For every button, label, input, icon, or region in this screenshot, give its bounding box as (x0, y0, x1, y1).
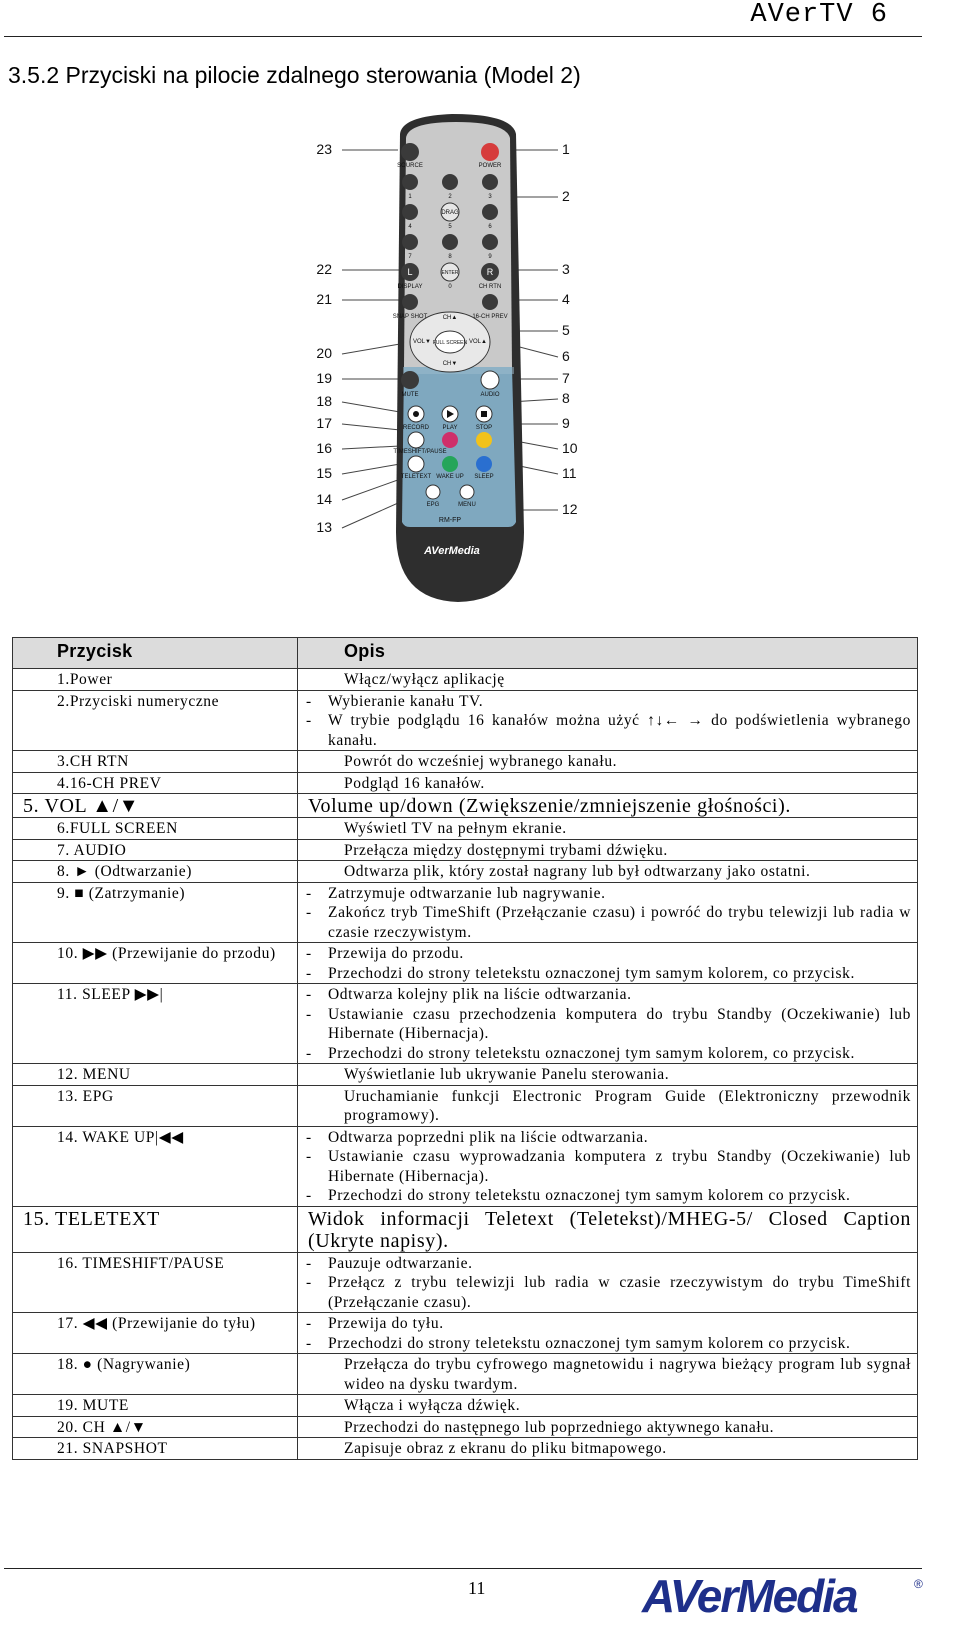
svg-text:MUTE: MUTE (401, 392, 419, 398)
table-row (13, 669, 918, 691)
callout-number-11: 11 (562, 465, 577, 481)
description-cell (298, 882, 918, 943)
svg-text:®: ® (914, 1577, 923, 1591)
description-list-item: - Przełącz z trybu telewizji lub radia w czasie rzeczywistym do trybu TimeShift (Przełączanie czasu). (306, 1274, 911, 1311)
description-cell: Wyświetlanie lub ukrywanie Panelu sterowania. (298, 1064, 918, 1086)
callout-number-10: 10 (562, 440, 578, 456)
button-name-cell: 21. SNAPSHOT (13, 1438, 298, 1460)
svg-text:5: 5 (448, 224, 452, 230)
svg-text:WAKE UP: WAKE UP (436, 474, 464, 480)
description-cell: Włącz/wyłącz aplikację (298, 669, 918, 691)
callout-number-6: 6 (562, 348, 570, 364)
button-name-cell: 10. ▶▶ (Przewijanie do przodu) (13, 943, 298, 984)
button-name-cell: 12. MENU (13, 1064, 298, 1086)
description-list-item: - Zatrzymuje odtwarzanie lub nagrywanie. (306, 884, 606, 902)
callout-number-7: 7 (562, 370, 570, 386)
button-name-cell: 18. ● (Nagrywanie) (13, 1354, 298, 1395)
button-name-cell: 1.Power (13, 669, 298, 691)
description-list-item: - Przechodzi do strony teletekstu oznaczonej tym samym kolorem, co przycisk. (306, 964, 855, 982)
callout-number-14: 14 (316, 491, 332, 507)
svg-text:L: L (407, 267, 413, 277)
callout-number-18: 18 (316, 393, 332, 409)
svg-text:R: R (486, 267, 494, 277)
svg-text:RM-FP: RM-FP (438, 517, 462, 524)
description-list-item: - Ustawianie czasu wyprowadzania komputera z trybu Standby (Oczekiwanie) lub Hibernate (Hibernacja). (306, 1148, 911, 1185)
table-row (13, 1252, 918, 1313)
button-description-table (12, 637, 918, 1460)
remote-control-illustration (300, 112, 620, 624)
avermedia-logo (640, 1566, 930, 1627)
description-cell: Przełącza do trybu cyfrowego magnetowidu i nagrywa bieżący program lub sygnał wideo na dysku twardym. (298, 1354, 918, 1395)
button-name-cell: 11. SLEEP ▶▶| (13, 984, 298, 1064)
callout-number-20: 20 (316, 345, 332, 361)
svg-text:AUDIO: AUDIO (480, 392, 500, 398)
table-row (13, 984, 918, 1064)
table-row (13, 943, 918, 984)
button-name-cell: 6.FULL SCREEN (13, 818, 298, 840)
svg-text:16-CH PREV: 16-CH PREV (472, 314, 508, 320)
table-row (13, 1064, 918, 1086)
table-row (13, 1313, 918, 1354)
svg-text:DISPLAY: DISPLAY (397, 284, 423, 290)
button-name-cell: 9. ■ (Zatrzymanie) (13, 882, 298, 943)
description-list-item: - Wybieranie kanału TV. (306, 692, 484, 710)
svg-text:TELETEXT: TELETEXT (400, 474, 432, 480)
description-cell (298, 984, 918, 1064)
button-name-cell: 15. TELETEXT (13, 1206, 298, 1252)
svg-text:7: 7 (408, 254, 412, 260)
button-name-cell: 13. EPG (13, 1085, 298, 1126)
svg-text:PLAY: PLAY (442, 425, 458, 431)
remote-label-source: SOURCE (397, 163, 423, 169)
table-row (13, 1354, 918, 1395)
callout-number-13: 13 (316, 519, 332, 535)
callout-number-17: 17 (316, 415, 332, 431)
description-cell: Przechodzi do następnego lub poprzedniego aktywnego kanału. (298, 1416, 918, 1438)
button-name-cell: 2.Przyciski numeryczne (13, 690, 298, 751)
callout-number-1: 1 (562, 141, 570, 157)
svg-text:RECORD: RECORD (402, 425, 430, 431)
description-list-item: - Przewija do przodu. (306, 945, 464, 962)
page-number: 11 (468, 1578, 486, 1598)
svg-text:CH RTN: CH RTN (478, 284, 502, 290)
button-name-cell: 14. WAKE UP|◀◀ (13, 1126, 298, 1206)
svg-text:CH▲: CH▲ (442, 315, 458, 321)
description-list-item: - W trybie podglądu 16 kanałów można użyć ↑↓← → do podświetlenia wybranego kanału. (306, 712, 911, 749)
svg-text:FULL SCREEN: FULL SCREEN (432, 340, 468, 346)
svg-text:TIMESHIFT/PAUSE: TIMESHIFT/PAUSE (393, 449, 447, 455)
description-list-item: - Przechodzi do strony teletekstu oznaczonej tym samym kolorem, co przycisk. (306, 1044, 855, 1062)
svg-text:6: 6 (488, 224, 492, 230)
button-name-cell: 5. VOL ▲/▼ (13, 794, 298, 818)
svg-text:SLEEP: SLEEP (474, 474, 494, 480)
table-row (13, 1085, 918, 1126)
description-list-item: - Zakończ tryb TimeShift (Przełączanie czasu) i powróć do trybu telewizji lub radia w czasie rzeczywistym. (306, 904, 911, 941)
svg-text:ENTER: ENTER (441, 270, 459, 276)
button-name-cell: 20. CH ▲/▼ (13, 1416, 298, 1438)
description-list-item: - Pauzuje odtwarzanie. (306, 1254, 473, 1272)
button-name-cell: 8. ► (Odtwarzanie) (13, 861, 298, 883)
callout-number-2: 2 (562, 188, 570, 204)
description-cell (298, 1252, 918, 1313)
table-row (13, 818, 918, 840)
description-cell: Włącza i wyłącza dźwięk. (298, 1395, 918, 1417)
table-row (13, 794, 918, 818)
description-list-item: - Przechodzi do strony teletekstu oznaczonej tym samym kolorem co przycisk. (306, 1187, 851, 1204)
svg-text:VOL▼: VOL▼ (413, 339, 431, 345)
description-cell (298, 690, 918, 751)
description-cell: Volume up/down (Zwiększenie/zmniejszenie głośności). (298, 794, 918, 818)
callout-number-15: 15 (316, 465, 332, 481)
table-row (13, 839, 918, 861)
svg-text:SNAP SHOT: SNAP SHOT (392, 314, 428, 320)
table-row (13, 772, 918, 794)
button-name-cell: 4.16-CH PREV (13, 772, 298, 794)
svg-text:AVerMedia: AVerMedia (642, 1570, 857, 1622)
remote-label-power: POWER (478, 163, 502, 169)
table-row (13, 1206, 918, 1252)
svg-text:3: 3 (488, 194, 492, 200)
svg-text:4: 4 (408, 224, 412, 230)
column-header-description: Opis (298, 638, 918, 669)
running-header: AVerTV 6 (750, 0, 888, 30)
remote-label-drag: DRAG (441, 210, 459, 216)
callout-number-19: 19 (316, 370, 332, 386)
table-row (13, 861, 918, 883)
table-row (13, 1126, 918, 1206)
description-cell: Uruchamianie funkcji Electronic Program Guide (Elektroniczny przewodnik programowy). (298, 1085, 918, 1126)
callout-number-21: 21 (316, 291, 332, 307)
table-row (13, 1395, 918, 1417)
callout-number-9: 9 (562, 415, 570, 431)
description-cell: Zapisuje obraz z ekranu do pliku bitmapowego. (298, 1438, 918, 1460)
description-cell (298, 943, 918, 984)
svg-text:8: 8 (448, 254, 452, 260)
svg-text:AVerMedia: AVerMedia (424, 545, 480, 557)
description-list-item: - Odtwarza kolejny plik na liście odtwarzania. (306, 986, 632, 1003)
button-name-cell: 19. MUTE (13, 1395, 298, 1417)
table-row (13, 751, 918, 773)
svg-text:0: 0 (448, 284, 452, 290)
table-row (13, 1438, 918, 1460)
button-name-cell: 16. TIMESHIFT/PAUSE (13, 1252, 298, 1313)
button-name-cell: 3.CH RTN (13, 751, 298, 773)
callout-number-4: 4 (562, 291, 570, 307)
svg-text:9: 9 (488, 254, 492, 260)
description-list-item: - Odtwarza poprzedni plik na liście odtwarzania. (306, 1128, 649, 1146)
description-list-item: - Przewija do tyłu. (306, 1315, 444, 1332)
button-name-cell: 7. AUDIO (13, 839, 298, 861)
header-rule (4, 36, 922, 37)
svg-text:STOP: STOP (475, 425, 493, 431)
description-cell (298, 1126, 918, 1206)
description-cell: Podgląd 16 kanałów. (298, 772, 918, 794)
callout-number-8: 8 (562, 390, 570, 406)
callout-number-12: 12 (562, 501, 578, 517)
svg-text:EPG: EPG (426, 502, 440, 508)
description-cell: Przełącza między dostępnymi trybami dźwięku. (298, 839, 918, 861)
svg-text:1: 1 (408, 194, 412, 200)
description-cell: Powrót do wcześniej wybranego kanału. (298, 751, 918, 773)
description-list-item: - Ustawianie czasu przechodzenia komputera do trybu Standby (Oczekiwanie) lub Hibernate (Hibernacja). (306, 1005, 911, 1042)
svg-text:CH▼: CH▼ (442, 361, 458, 367)
description-cell: Wyświetl TV na pełnym ekranie. (298, 818, 918, 840)
section-title: 3.5.2 Przyciski na pilocie zdalnego sterowania (Model 2) (8, 62, 581, 88)
description-cell (298, 1313, 918, 1354)
callout-number-22: 22 (316, 261, 332, 277)
button-name-cell: 17. ◀◀ (Przewijanie do tyłu) (13, 1313, 298, 1354)
description-list-item: - Przechodzi do strony teletekstu oznaczonej tym samym kolorem co przycisk. (306, 1334, 851, 1352)
table-row (13, 882, 918, 943)
callout-number-23: 23 (316, 141, 332, 157)
svg-text:MENU: MENU (458, 502, 476, 508)
description-cell: Odtwarza plik, który został nagrany lub był odtwarzany jako ostatni. (298, 861, 918, 883)
description-cell: Widok informacji Teletext (Teletekst)/MHEG-5/ Closed Caption (Ukryte napisy). (298, 1206, 918, 1252)
table-row (13, 1416, 918, 1438)
callout-number-16: 16 (316, 440, 332, 456)
table-row (13, 690, 918, 751)
column-header-button: Przycisk (13, 638, 298, 669)
svg-text:VOL▲: VOL▲ (469, 339, 487, 345)
svg-text:2: 2 (448, 194, 452, 200)
callout-number-5: 5 (562, 322, 570, 338)
callout-number-3: 3 (562, 261, 570, 277)
